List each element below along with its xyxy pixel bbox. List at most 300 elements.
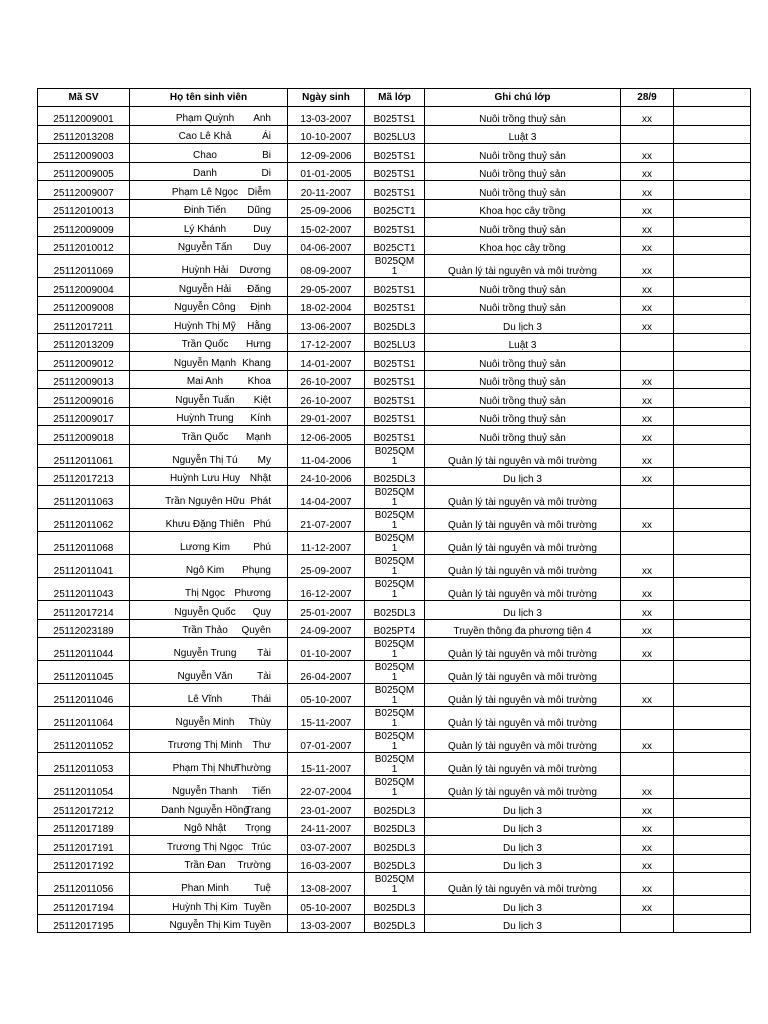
last-middle-name: Huỳnh Thị Kim: [172, 901, 238, 913]
attendance-mark-cell: [621, 467, 674, 486]
table-row: [38, 278, 751, 297]
attendance-mark: xx: [642, 414, 652, 425]
student-name-cell: [130, 144, 288, 163]
blank-cell: [674, 352, 751, 371]
attendance-mark: xx: [642, 589, 652, 600]
student-id: 25112011068: [53, 543, 114, 554]
student-name-cell: [130, 296, 288, 315]
student-id-cell: [38, 555, 130, 578]
student-name-cell: [130, 389, 288, 408]
table-row: [38, 370, 751, 389]
class-note-cell: [425, 181, 621, 200]
first-name: Tài: [257, 671, 271, 682]
blank-cell: [674, 854, 751, 873]
class-note: Quản lý tài nguyên và môi trường: [448, 497, 597, 508]
student-id: 25112011053: [53, 764, 114, 775]
blank-cell: [674, 389, 751, 408]
last-middle-name: Nguyễn Thị Kim: [169, 920, 241, 931]
blank-cell: [674, 661, 751, 684]
last-middle-name: Cao Lê Khả: [178, 131, 232, 142]
birth-date: 04-06-2007: [300, 243, 352, 254]
header-row: [38, 89, 751, 107]
class-note: Du lịch 3: [503, 607, 542, 619]
student-name-cell: [130, 315, 288, 334]
birth-date: 22-07-2004: [300, 787, 352, 798]
class-code-cell: [365, 467, 425, 486]
birth-date: 08-09-2007: [300, 266, 352, 277]
birth-date-cell: [288, 278, 365, 297]
first-name: Phát: [250, 496, 271, 507]
student-name-cell: [130, 555, 288, 578]
table-row: [38, 352, 751, 371]
birth-date-cell: [288, 315, 365, 334]
class-note: Du lịch 3: [503, 921, 542, 932]
class-note-cell: [425, 684, 621, 707]
last-middle-name: Trần Đan: [184, 860, 226, 871]
class-note-cell: [425, 296, 621, 315]
class-note: Nuôi trồng thuỷ sản: [479, 395, 566, 407]
birth-date-cell: [288, 896, 365, 915]
class-code-cell: [365, 144, 425, 163]
birth-date-cell: [288, 370, 365, 389]
attendance-mark-cell: [621, 799, 674, 818]
student-id-cell: [38, 315, 130, 334]
student-id: 25112011061: [53, 455, 114, 467]
class-note-cell: [425, 407, 621, 426]
birth-date-cell: [288, 873, 365, 896]
attendance-mark: xx: [642, 607, 652, 619]
last-middle-name: Mai Anh: [186, 376, 224, 387]
student-id-cell: [38, 333, 130, 352]
student-id-cell: [38, 836, 130, 855]
class-code-cell: [365, 352, 425, 371]
class-code-cell: [365, 730, 425, 753]
attendance-mark-cell: [621, 555, 674, 578]
attendance-mark-cell: [621, 486, 674, 509]
attendance-mark-cell: [621, 370, 674, 389]
table-row: [38, 407, 751, 426]
student-name-cell: [130, 707, 288, 730]
class-code-line2: 1: [391, 695, 398, 706]
blank-cell: [674, 532, 751, 555]
student-id: 25112011069: [53, 266, 114, 277]
last-middle-name: Nguyễn Quốc: [174, 606, 236, 618]
class-code-cell: [365, 199, 425, 218]
student-id-cell: [38, 467, 130, 486]
class-note: Khoa học cây trồng: [479, 206, 566, 217]
attendance-mark-cell: [621, 578, 674, 601]
class-note: Nuôi trồng thuỷ sản: [479, 224, 566, 236]
class-code-cell: [365, 555, 425, 578]
last-middle-name: Huỳnh Thị Mỹ: [174, 320, 236, 332]
class-code-line1: B025QM: [374, 754, 415, 765]
blank-cell: [674, 914, 751, 933]
class-code-cell: [365, 315, 425, 334]
student-name-cell: [130, 467, 288, 486]
birth-date-cell: [288, 578, 365, 601]
birth-date-cell: [288, 162, 365, 181]
student-id: 25112011043: [53, 589, 114, 600]
last-middle-name: Phạm Thị Như: [172, 763, 238, 774]
last-middle-name: Nguyễn Minh: [175, 717, 235, 728]
class-code-cell: [365, 799, 425, 818]
class-note-cell: [425, 144, 621, 163]
first-name: Phương: [234, 588, 271, 599]
blank-cell: [674, 486, 751, 509]
attendance-mark-cell: [621, 107, 674, 126]
blank-cell: [674, 162, 751, 181]
class-code-cell: [365, 707, 425, 730]
first-name: Diễm: [247, 186, 271, 198]
birth-date: 18-02-2004: [300, 303, 352, 314]
class-note: Quản lý tài nguyên và môi trường: [448, 787, 597, 798]
class-note: Quản lý tài nguyên và môi trường: [448, 455, 597, 467]
class-code-cell: [365, 278, 425, 297]
birth-date-cell: [288, 753, 365, 776]
class-code-line1: B025QM: [374, 662, 415, 673]
student-id: 25112011041: [53, 566, 114, 577]
first-name: Kiệt: [253, 394, 271, 406]
first-name: Hằng: [247, 320, 271, 332]
attendance-mark: xx: [642, 824, 652, 835]
birth-date: 29-05-2007: [300, 284, 352, 296]
attendance-mark-cell: [621, 509, 674, 532]
class-note: Truyền thông đa phương tiện 4: [453, 626, 592, 637]
birth-date-cell: [288, 426, 365, 445]
blank-cell: [674, 896, 751, 915]
last-middle-name: Lương Kim: [180, 542, 230, 553]
class-note-cell: [425, 638, 621, 661]
attendance-mark: xx: [642, 902, 652, 914]
student-name-cell: [130, 370, 288, 389]
birth-date-cell: [288, 730, 365, 753]
class-note: Quản lý tài nguyên và môi trường: [448, 566, 597, 577]
class-note: Quản lý tài nguyên và môi trường: [448, 543, 597, 554]
table-row: [38, 873, 751, 896]
first-name: Di: [261, 168, 271, 179]
class-code-cell: [365, 255, 425, 278]
first-name: Định: [250, 302, 271, 313]
class-note: Nuôi trồng thuỷ sản: [479, 113, 566, 125]
attendance-mark: xx: [642, 303, 652, 314]
first-name: Tuyền: [243, 920, 271, 931]
attendance-mark-cell: [621, 601, 674, 620]
last-middle-name: Đinh Tiến: [183, 205, 227, 216]
student-id-cell: [38, 601, 130, 620]
class-note-cell: [425, 107, 621, 126]
student-id-cell: [38, 509, 130, 532]
table-row: [38, 776, 751, 799]
attendance-mark-cell: [621, 776, 674, 799]
last-middle-name: Nguyễn Tấn: [177, 242, 233, 253]
class-code-cell: [365, 817, 425, 836]
class-code-line2: 1: [391, 520, 398, 531]
birth-date-cell: [288, 296, 365, 315]
attendance-mark-cell: [621, 296, 674, 315]
class-note-cell: [425, 532, 621, 555]
student-name-cell: [130, 601, 288, 620]
class-code-cell: [365, 125, 425, 144]
class-code: B025LU3: [373, 340, 416, 351]
student-name-cell: [130, 236, 288, 255]
class-note-cell: [425, 370, 621, 389]
student-name-cell: [130, 619, 288, 638]
student-name-cell: [130, 444, 288, 467]
class-note-cell: [425, 753, 621, 776]
table-row: [38, 255, 751, 278]
last-middle-name: Thị Ngọc: [184, 588, 225, 599]
class-code-line2: 1: [391, 497, 398, 508]
attendance-mark-cell: [621, 753, 674, 776]
class-code: B025TS1: [373, 358, 416, 370]
attendance-mark-cell: [621, 896, 674, 915]
attendance-mark: xx: [642, 520, 652, 531]
table-row: [38, 315, 751, 334]
birth-date: 26-10-2007: [300, 377, 352, 388]
birth-date: 05-10-2007: [300, 902, 352, 914]
class-code-cell: [365, 370, 425, 389]
birth-date: 03-07-2007: [300, 842, 352, 854]
table-row: [38, 532, 751, 555]
birth-date: 16-03-2007: [300, 861, 352, 872]
student-id: 25112009001: [53, 113, 114, 125]
first-name: Dương: [239, 265, 271, 276]
student-name-cell: [130, 776, 288, 799]
student-id: 25112011044: [53, 649, 114, 660]
table-row: [38, 181, 751, 200]
last-middle-name: Phạm Quỳnh: [175, 112, 235, 124]
birth-date: 13-06-2007: [300, 321, 352, 333]
class-code-line1: B025QM: [374, 445, 415, 457]
class-code-cell: [365, 578, 425, 601]
student-id: 25112017195: [53, 921, 114, 932]
class-code-cell: [365, 619, 425, 638]
student-id: 25112011054: [53, 787, 114, 798]
attendance-mark-cell: [621, 162, 674, 181]
attendance-mark-cell: [621, 873, 674, 896]
first-name: Quy: [252, 606, 271, 618]
student-name-cell: [130, 125, 288, 144]
attendance-mark-cell: [621, 352, 674, 371]
table-row: [38, 107, 751, 126]
blank-cell: [674, 315, 751, 334]
birth-date: 01-01-2005: [300, 169, 352, 180]
student-list-table: [37, 88, 751, 933]
class-code-cell: [365, 486, 425, 509]
student-name-cell: [130, 896, 288, 915]
student-id-cell: [38, 707, 130, 730]
class-code-cell: [365, 914, 425, 933]
blank-cell: [674, 426, 751, 445]
student-id-cell: [38, 407, 130, 426]
class-code-line1: B025QM: [374, 533, 415, 544]
birth-date-cell: [288, 601, 365, 620]
blank-cell: [674, 255, 751, 278]
class-note: Du lịch 3: [503, 805, 542, 817]
table-row: [38, 684, 751, 707]
attendance-mark-cell: [621, 389, 674, 408]
birth-date: 15-11-2007: [300, 718, 352, 729]
attendance-mark: xx: [642, 395, 652, 407]
birth-date-cell: [288, 389, 365, 408]
class-code-line1: B025QM: [374, 777, 415, 788]
blank-cell: [674, 707, 751, 730]
attendance-mark-cell: [621, 638, 674, 661]
header-class-note: Ghi chú lớp: [425, 89, 621, 107]
first-name: Quyên: [241, 625, 271, 636]
class-note: Du lịch 3: [503, 474, 542, 485]
attendance-mark-cell: [621, 619, 674, 638]
student-id-cell: [38, 278, 130, 297]
class-note-cell: [425, 509, 621, 532]
attendance-mark: xx: [642, 842, 652, 854]
blank-cell: [674, 873, 751, 896]
header-student-id: Mã SV: [38, 89, 130, 107]
class-note-cell: [425, 315, 621, 334]
last-middle-name: Nguyễn Tuấn: [175, 394, 235, 406]
blank-cell: [674, 333, 751, 352]
blank-cell: [674, 370, 751, 389]
birth-date-cell: [288, 199, 365, 218]
blank-cell: [674, 638, 751, 661]
blank-cell: [674, 753, 751, 776]
class-code-line1: B025QM: [374, 556, 415, 567]
class-note: Khoa học cây trồng: [479, 243, 566, 254]
class-note: Du lịch 3: [503, 842, 542, 854]
blank-cell: [674, 509, 751, 532]
attendance-mark-cell: [621, 684, 674, 707]
attendance-mark: xx: [642, 649, 652, 660]
student-id-cell: [38, 296, 130, 315]
student-id-cell: [38, 578, 130, 601]
student-name-cell: [130, 199, 288, 218]
student-id: 25112009018: [53, 432, 114, 444]
student-id: 25112011046: [53, 695, 114, 706]
student-name-cell: [130, 333, 288, 352]
student-id: 25112009007: [53, 187, 114, 199]
student-id-cell: [38, 896, 130, 915]
class-note: Quản lý tài nguyên và môi trường: [448, 589, 597, 600]
student-id-cell: [38, 370, 130, 389]
birth-date: 05-10-2007: [300, 695, 352, 706]
class-code-cell: [365, 296, 425, 315]
class-code: B025DL3: [373, 921, 416, 932]
class-note: Nuôi trồng thuỷ sản: [479, 284, 566, 296]
class-note-cell: [425, 389, 621, 408]
birth-date-cell: [288, 776, 365, 799]
student-name-cell: [130, 509, 288, 532]
class-note: Quản lý tài nguyên và môi trường: [448, 520, 597, 531]
header-full-name: Họ tên sinh viên: [130, 89, 288, 107]
student-id: 25112010012: [53, 243, 114, 254]
student-id-cell: [38, 389, 130, 408]
first-name: Thường: [234, 763, 271, 774]
student-id: 25112017194: [53, 902, 114, 914]
birth-date-cell: [288, 181, 365, 200]
student-id: 25112017191: [53, 842, 114, 854]
student-name-cell: [130, 181, 288, 200]
birth-date: 17-12-2007: [300, 340, 352, 351]
class-code-cell: [365, 854, 425, 873]
class-code-cell: [365, 389, 425, 408]
attendance-mark: xx: [642, 884, 652, 895]
last-middle-name: Nguyễn Trung: [173, 648, 237, 659]
class-code-line1: B025QM: [374, 874, 415, 885]
student-name-cell: [130, 578, 288, 601]
class-note: Quản lý tài nguyên và môi trường: [448, 741, 597, 752]
first-name: Thư: [252, 740, 271, 751]
student-name-cell: [130, 914, 288, 933]
last-middle-name: Phan Minh: [181, 883, 229, 894]
class-code-line2: 1: [391, 266, 398, 277]
last-middle-name: Trương Thị Ngọc: [166, 841, 244, 853]
class-code-line2: 1: [391, 543, 398, 554]
blank-cell: [674, 181, 751, 200]
attendance-mark: xx: [642, 861, 652, 872]
class-note-cell: [425, 125, 621, 144]
class-note-cell: [425, 914, 621, 933]
class-code: B025DL3: [373, 824, 416, 835]
class-code-cell: [365, 638, 425, 661]
student-id: 25112009012: [53, 358, 114, 370]
class-note: Quản lý tài nguyên và môi trường: [448, 718, 597, 729]
attendance-mark: xx: [642, 113, 652, 125]
class-code-line2: 1: [391, 672, 398, 683]
birth-date: 15-11-2007: [300, 764, 352, 775]
table-row: [38, 236, 751, 255]
class-code-line1: B025QM: [374, 731, 415, 742]
student-id: 25112011063: [53, 497, 114, 508]
student-id-cell: [38, 426, 130, 445]
class-code-line2: 1: [391, 741, 398, 752]
student-id: 25112009013: [53, 377, 114, 388]
attendance-mark-cell: [621, 218, 674, 237]
class-code-cell: [365, 836, 425, 855]
class-note: Du lịch 3: [503, 902, 542, 914]
class-code: B025DL3: [373, 474, 416, 485]
first-name: Hưng: [245, 339, 271, 350]
class-code-cell: [365, 661, 425, 684]
first-name: Duy: [253, 223, 271, 235]
student-id-cell: [38, 776, 130, 799]
class-note-cell: [425, 236, 621, 255]
header-blank: [674, 89, 751, 107]
student-name-cell: [130, 352, 288, 371]
class-code: B025TS1: [373, 414, 416, 425]
header-birth-date: Ngày sinh: [288, 89, 365, 107]
student-id-cell: [38, 532, 130, 555]
student-id: 25112017192: [53, 861, 114, 872]
attendance-mark-cell: [621, 707, 674, 730]
table-row: [38, 836, 751, 855]
attendance-mark-cell: [621, 914, 674, 933]
class-code-line1: B025QM: [374, 510, 415, 521]
class-code-cell: [365, 181, 425, 200]
student-id-cell: [38, 661, 130, 684]
last-middle-name: Nguyễn Công: [174, 302, 236, 313]
birth-date: 25-09-2007: [300, 566, 352, 577]
last-middle-name: Lý Khánh: [183, 223, 227, 235]
first-name: Trúc: [251, 841, 271, 853]
class-code-line2: 1: [391, 566, 398, 577]
class-code: B025TS1: [373, 224, 416, 236]
birth-date-cell: [288, 444, 365, 467]
table-row: [38, 199, 751, 218]
class-code: B025TS1: [373, 377, 416, 388]
class-code: B025TS1: [373, 150, 416, 162]
class-code: B025DL3: [373, 805, 416, 817]
blank-cell: [674, 619, 751, 638]
